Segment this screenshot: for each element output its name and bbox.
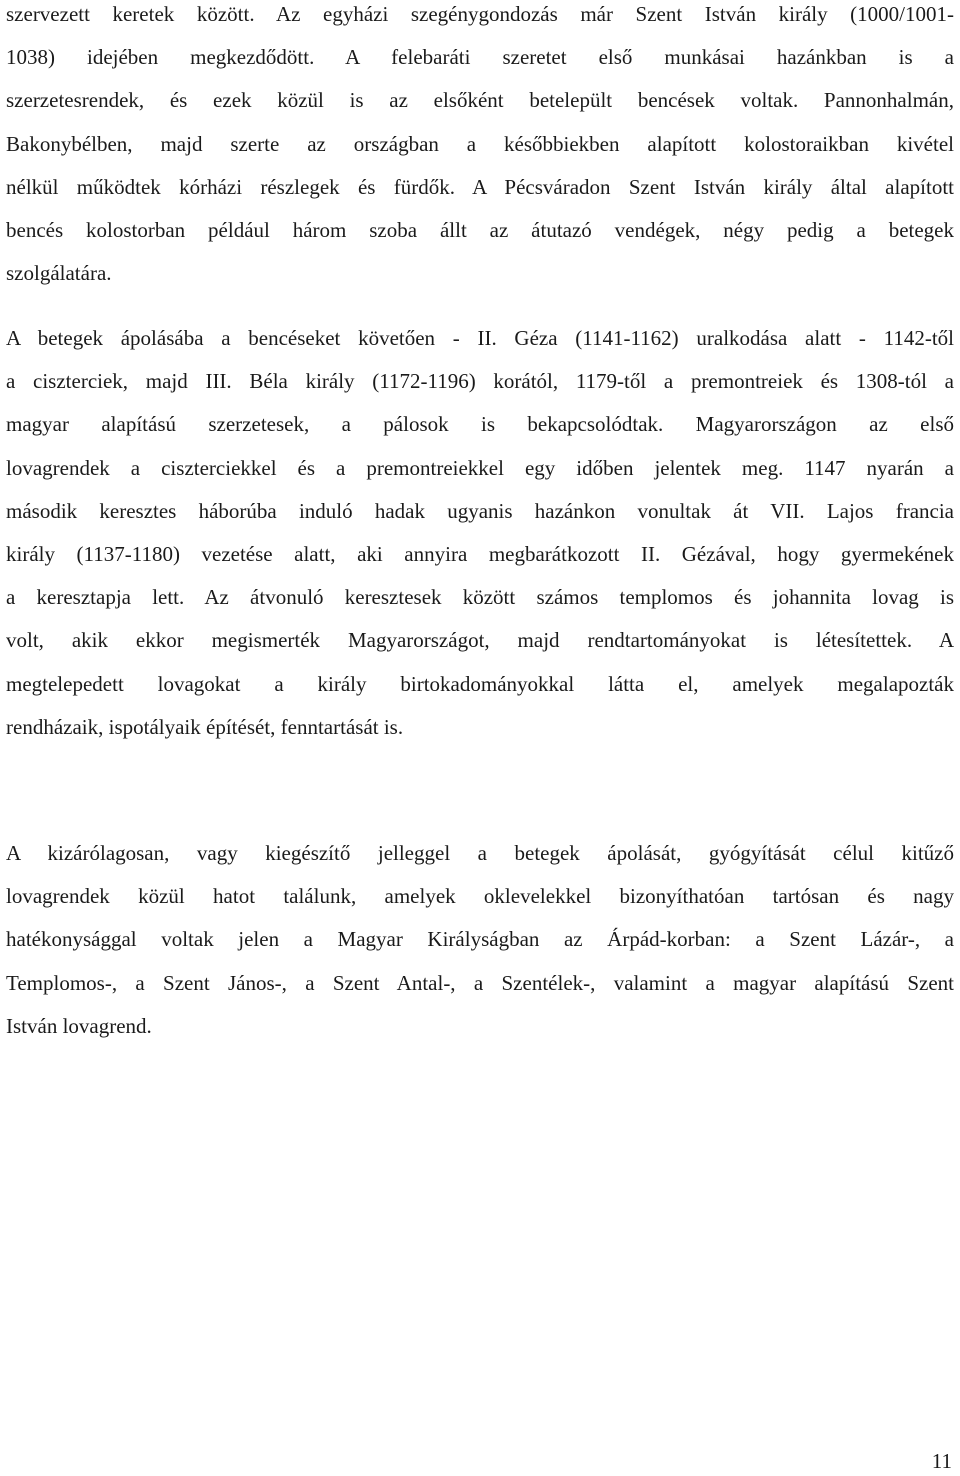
text-line: lovagrendek közül hatot találunk, amelyek oklevelekkel bizonyíthatóan tartósan és nagy (6, 884, 954, 909)
text-line: nélkül működtek kórházi részlegek és fürdők. A Pécsváradon Szent István király által alapított (6, 174, 954, 199)
text-line: rendházaik, ispotályaik építését, fenntartását is. (6, 714, 404, 739)
text-line: Templomos-, a Szent János-, a Szent Antal-, a Szentélek-, valamint a magyar alapítású Szent (6, 970, 954, 995)
text-line: István lovagrend. (6, 1013, 152, 1038)
text-line: a keresztapja lett. Az átvonuló keresztesek között számos templomos és johannita lovag is (6, 585, 954, 610)
text-line: lovagrendek a ciszterciekkel és a premontreiekkel egy időben jelentek meg. 1147 nyarán a (6, 455, 954, 480)
paragraph-1 (6, 0, 954, 295)
text-line: király (1137-1180) vezetése alatt, aki annyira megbarátkozott II. Gézával, hogy gyermekének (6, 541, 954, 566)
text-line: A betegek ápolásába a bencéseket követően - II. Géza (1141-1162) uralkodása alatt - 1142-től (6, 326, 954, 350)
text-line: második keresztes háborúba induló hadak ugyanis hazánkon vonultak át VII. Lajos francia (6, 498, 954, 523)
text-line: szerzetesrendek, és ezek közül is az elsőként betelepült bencések voltak. Pannonhalmán, (6, 88, 954, 113)
text-line: 1038) idejében megkezdődött. A felebaráti szeretet első munkásai hazánkban is a (6, 45, 954, 70)
text-line: hatékonysággal voltak jelen a Magyar Királyságban az Árpád-korban: a Szent Lázár-, a (6, 927, 954, 952)
paragraph-2 (6, 317, 954, 749)
text-line: szolgálatára. (6, 261, 112, 286)
text-line: A kizárólagosan, vagy kiegészítő jelleggel a betegek ápolását, gyógyítását célul kitűző (6, 841, 954, 865)
text-line: bencés kolostorban például három szoba állt az átutazó vendégek, négy pedig a betegek (6, 217, 954, 242)
text-line: megtelepedett lovagokat a király birtokadományokkal látta el, amelyek megalapozták (6, 671, 954, 696)
page-number: 11 (931, 1449, 952, 1473)
text-line: a ciszterciek, majd III. Béla király (1172-1196) korától, 1179-től a premontreiek és 1308-tól a (6, 369, 954, 394)
text-line: Bakonybélben, majd szerte az országban a későbbiekben alapított kolostoraikban kivétel (6, 131, 954, 156)
paragraph-3 (6, 832, 954, 1048)
text-line: magyar alapítású szerzetesek, a pálosok is bekapcsolódtak. Magyarországon az első (6, 412, 954, 437)
text-line: szervezett keretek között. Az egyházi szegénygondozás már Szent István király (1000/1001- (6, 2, 954, 26)
text-line: volt, akik ekkor megismerték Magyarországot, majd rendtartományokat is létesítettek. A (6, 628, 954, 653)
